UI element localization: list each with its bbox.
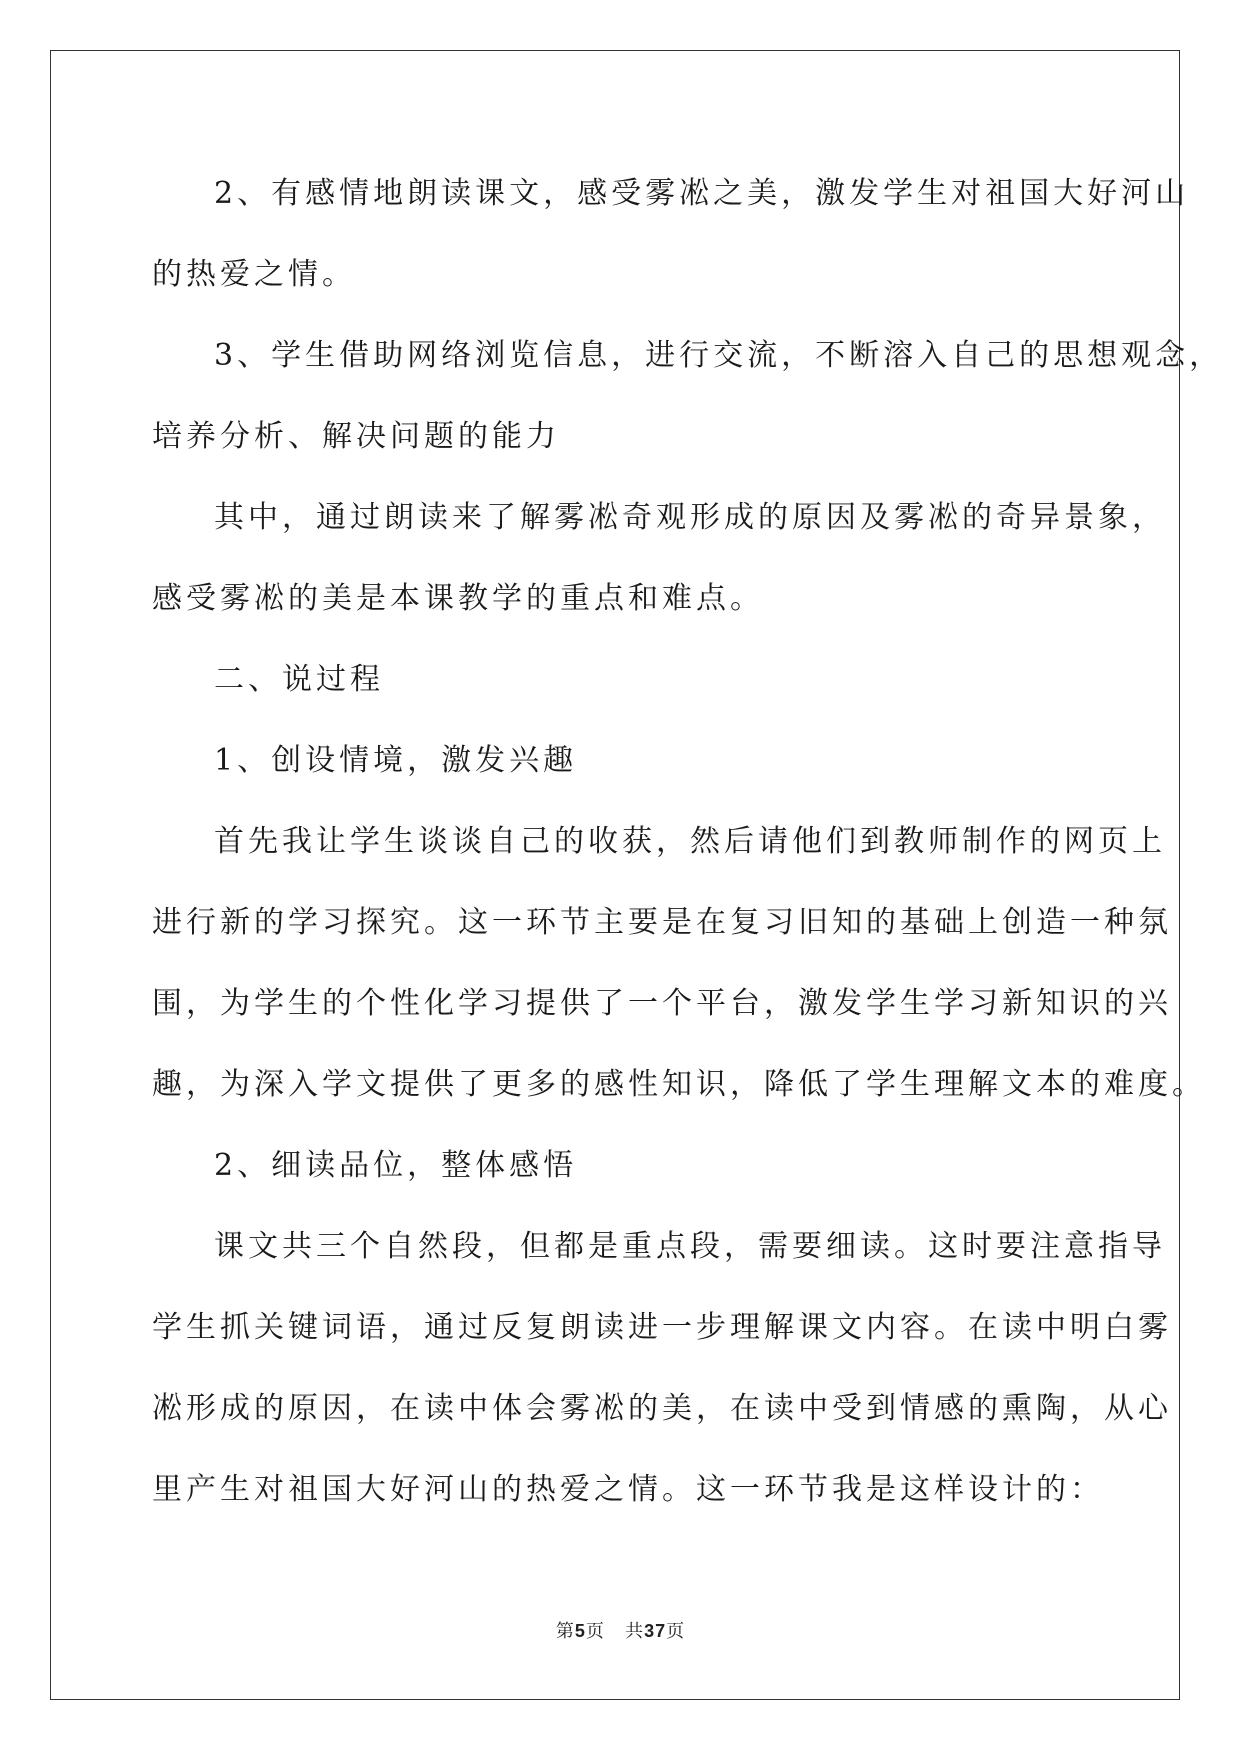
text-line: 里产生对祖国大好河山的热爱之情。这一环节我是这样设计的：	[152, 1472, 1104, 1507]
page-footer	[0, 1617, 1241, 1643]
text-line: 围，为学生的个性化学习提供了一个平台，激发学生学习新知识的兴	[152, 986, 1172, 1021]
footer-page-suffix: 页	[585, 1621, 605, 1642]
text-line: 凇形成的原因，在读中体会雾凇的美，在读中受到情感的熏陶，从心	[152, 1391, 1172, 1426]
current-page-number: 5	[574, 1621, 586, 1641]
subsection-heading: 1、创设情境，激发兴趣	[214, 743, 578, 778]
text-line: 2、有感情地朗读课文，感受雾凇之美，激发学生对祖国大好河山	[214, 176, 1190, 211]
text-line: 培养分析、解决问题的能力	[152, 419, 560, 454]
footer-total-suffix: 页	[666, 1621, 686, 1642]
text-line: 3、学生借助网络浏览信息，进行交流，不断溶入自己的思想观念，	[214, 338, 1224, 373]
text-line: 趣，为深入学文提供了更多的感性知识，降低了学生理解文本的难度。	[152, 1067, 1206, 1102]
text-line: 其中，通过朗读来了解雾凇奇观形成的原因及雾凇的奇异景象，	[214, 500, 1166, 535]
document-body	[152, 160, 1224, 1537]
text-line: 感受雾凇的美是本课教学的重点和难点。	[152, 581, 764, 616]
subsection-heading: 2、细读品位，整体感悟	[214, 1148, 578, 1183]
footer-total-prefix: 共	[625, 1621, 645, 1642]
text-line: 进行新的学习探究。这一环节主要是在复习旧知的基础上创造一种氛	[152, 905, 1172, 940]
text-line: 首先我让学生谈谈自己的收获，然后请他们到教师制作的网页上	[214, 824, 1166, 859]
footer-prefix: 第	[555, 1621, 575, 1642]
text-line: 的热爱之情。	[152, 257, 356, 292]
total-page-count: 37	[644, 1621, 667, 1641]
text-line: 学生抓关键词语，通过反复朗读进一步理解课文内容。在读中明白雾	[152, 1310, 1172, 1345]
section-heading: 二、说过程	[214, 662, 384, 697]
text-line: 课文共三个自然段，但都是重点段，需要细读。这时要注意指导	[214, 1229, 1166, 1264]
